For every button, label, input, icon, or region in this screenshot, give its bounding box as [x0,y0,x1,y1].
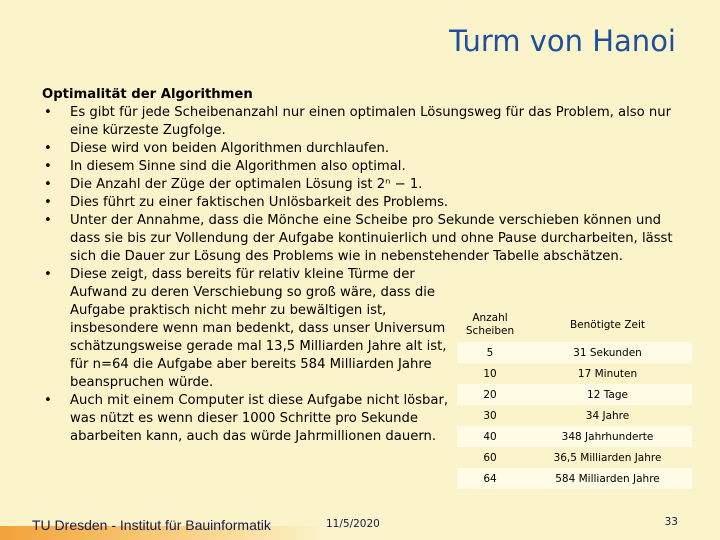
table-row [457,384,692,405]
cell-time: 584 Milliarden Jahre [523,468,692,489]
cell-disks: 60 [457,447,523,468]
header-disk-count: Anzahl Scheiben [457,308,523,342]
bullet-item: • Die Anzahl der Züge der optimalen Lösung ist 2ⁿ − 1. [42,176,692,194]
cell-disks: 20 [457,384,523,405]
cell-disks: 5 [457,342,523,363]
slide-title: Turm von Hanoi [449,24,676,58]
table-row [457,342,692,363]
bullet-item: • Auch mit einem Computer ist diese Aufgabe nicht lösbar, was nützt es wenn dieser 1000 Schritte pro Sekunde abarbeiten kann, auch das würde Jahrmillionen dauern. [42,392,465,446]
cell-time: 17 Minuten [523,363,692,384]
bullet-item: • Es gibt für jede Scheibenanzahl nur einen optimalen Lösungsweg für das Problem, also nur eine kürzeste Zugfolge. [42,104,692,140]
section-heading: Optimalität der Algorithmen [42,87,253,102]
cell-disks: 64 [457,468,523,489]
table-row [457,363,692,384]
table-header-row [457,308,692,342]
table-row [457,426,692,447]
table-row [457,468,692,489]
bullet-item: • Dies führt zu einer faktischen Unlösbarkeit des Problems. [42,194,692,212]
bullet-item: • Unter der Annahme, dass die Mönche eine Scheibe pro Sekunde verschieben können und dass sie bis zur Vollendung der Aufgabe kontinuierlich und ohne Pause durcharbeiten, lässt sich die Dauer zur Lösung des Problems wie in nebenstehender Tabelle abschätzen. [42,212,692,266]
footer-institution: TU Dresden - Institut für Bauinformatik [32,517,271,533]
cell-time: 31 Sekunden [523,342,692,363]
cell-time: 36,5 Milliarden Jahre [523,447,692,468]
cell-disks: 10 [457,363,523,384]
header-required-time: Benötigte Zeit [523,308,692,342]
cell-time: 12 Tage [523,384,692,405]
bullet-item: • Diese zeigt, dass bereits für relativ kleine Türme der Aufwand zu deren Verschiebung so groß wäre, dass die Aufgabe praktisch nicht mehr zu bewältigen ist, insbesondere wenn man bedenkt, dass unser Universum schätzungsweise gerade mal 13,5 Milliarden Jahre alt ist, für n=64 die Aufgabe aber bereits 584 Milliarden Jahre beanspruchen würde. [42,266,465,392]
footer-date: 11/5/2020 [326,518,380,530]
duration-table [457,308,692,489]
cell-disks: 40 [457,426,523,447]
table-row [457,447,692,468]
page-number: 33 [664,516,678,528]
cell-disks: 30 [457,405,523,426]
bullet-item: • Diese wird von beiden Algorithmen durchlaufen. [42,140,692,158]
table-row [457,405,692,426]
bullet-item: • In diesem Sinne sind die Algorithmen also optimal. [42,158,692,176]
cell-time: 34 Jahre [523,405,692,426]
cell-time: 348 Jahrhunderte [523,426,692,447]
